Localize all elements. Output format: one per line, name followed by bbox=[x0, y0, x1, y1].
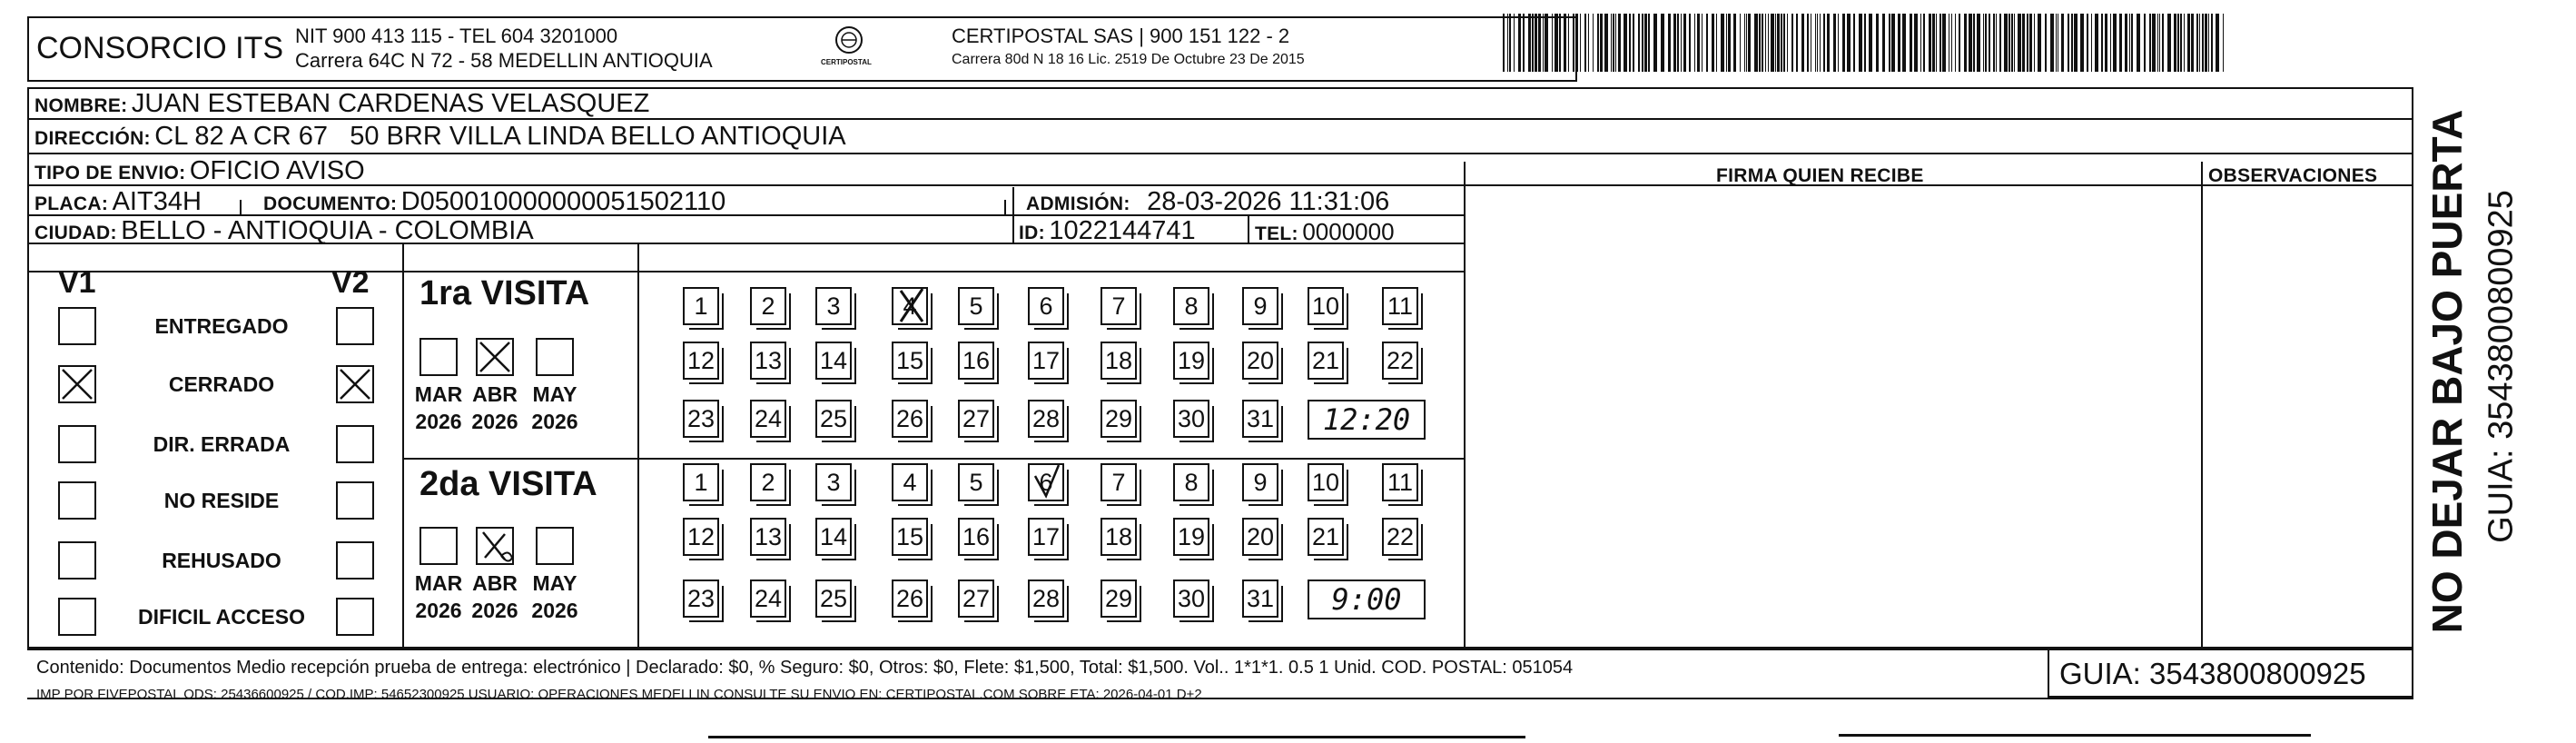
placa-value: AIT34H bbox=[112, 187, 202, 216]
tipo-value: OFICIO AVISO bbox=[189, 156, 365, 185]
barcode bbox=[1503, 14, 2229, 72]
day-box[interactable]: 25 bbox=[815, 580, 852, 618]
day-box[interactable]: 9 bbox=[1242, 287, 1278, 325]
row-divider bbox=[27, 271, 1465, 272]
certipostal-address: Carrera 80d N 18 16 Lic. 2519 De Octubre 23 De 2015 bbox=[952, 52, 1305, 67]
col-divider bbox=[240, 200, 242, 215]
scan-line bbox=[1839, 734, 2311, 737]
v1-checkbox[interactable] bbox=[58, 307, 96, 345]
admision-label: ADMISIÓN: bbox=[1026, 193, 1130, 214]
day-box[interactable]: 21 bbox=[1308, 518, 1344, 556]
direccion-value: CL 82 A CR 67 50 BRR VILLA LINDA BELLO ANTIOQUIA bbox=[154, 122, 846, 151]
month-checkbox[interactable] bbox=[476, 527, 514, 565]
day-box[interactable]: 11 bbox=[1382, 287, 1418, 325]
day-box[interactable]: 7 bbox=[1100, 463, 1137, 501]
ciudad-value: BELLO - ANTIOQUIA - COLOMBIA bbox=[121, 216, 534, 245]
day-box[interactable]: 10 bbox=[1308, 463, 1344, 501]
status-option-label: DIR. ERRADA bbox=[153, 432, 291, 456]
nombre-label: NOMBRE: bbox=[35, 95, 128, 116]
nombre-value: JUAN ESTEBAN CARDENAS VELASQUEZ bbox=[131, 89, 650, 118]
admision-value: 28-03-2026 11:31:06 bbox=[1147, 187, 1390, 216]
day-box[interactable]: 30 bbox=[1173, 400, 1209, 438]
id-value: 1022144741 bbox=[1049, 216, 1196, 245]
day-box[interactable]: 7 bbox=[1100, 287, 1137, 325]
status-option-label: REHUSADO bbox=[162, 549, 281, 572]
row-divider bbox=[27, 153, 2413, 154]
day-box[interactable]: 8 bbox=[1173, 287, 1209, 325]
month-year: 2026 bbox=[471, 599, 518, 622]
imp-text: IMP POR FIVEPOSTAL ODS: 25436600925 / COD.IMP: 54652300925 USUARIO: OPERACIONES MEDELLIN CONSULTE SU ENVIO EN: CERTIPOSTAL.COM SOBRE ETA: 2026-04-01 D+2 bbox=[36, 687, 1202, 702]
x-mark-icon bbox=[478, 529, 516, 565]
day-box[interactable]: 23 bbox=[683, 580, 719, 618]
v1-checkbox[interactable] bbox=[58, 425, 96, 463]
day-box[interactable]: 19 bbox=[1173, 342, 1209, 380]
footer-bottom-line bbox=[27, 698, 2413, 699]
day-box[interactable]: 20 bbox=[1242, 518, 1278, 556]
tel-label: TEL: bbox=[1255, 223, 1298, 244]
day-box[interactable]: 12 bbox=[683, 518, 719, 556]
direccion-label: DIRECCIÓN: bbox=[35, 128, 151, 149]
direccion-row bbox=[35, 122, 846, 152]
tipo-row bbox=[35, 156, 365, 186]
day-box[interactable]: 13 bbox=[750, 518, 786, 556]
v1-checkbox[interactable] bbox=[58, 481, 96, 520]
visit-divider bbox=[404, 458, 1465, 460]
company-address: Carrera 64C N 72 - 58 MEDELLIN ANTIOQUIA bbox=[295, 49, 713, 72]
x-mark-icon bbox=[478, 340, 512, 374]
day-box[interactable]: 17 bbox=[1028, 342, 1064, 380]
day-box[interactable]: 3 bbox=[815, 287, 852, 325]
col-divider bbox=[1464, 162, 1466, 647]
day-box[interactable]: 14 bbox=[815, 518, 852, 556]
day-box[interactable]: 8 bbox=[1173, 463, 1209, 501]
placa-row bbox=[35, 187, 202, 217]
x-mark-icon bbox=[60, 367, 94, 401]
side-guia: GUIA: 3543800800925 bbox=[2482, 190, 2521, 543]
day-box[interactable]: 25 bbox=[815, 400, 852, 438]
status-option-label: NO RESIDE bbox=[163, 489, 280, 512]
time-box[interactable]: 12:20 bbox=[1308, 400, 1426, 440]
status-option-label: DIFICIL ACCESO bbox=[137, 605, 305, 629]
day-box[interactable]: 29 bbox=[1100, 580, 1137, 618]
month-checkbox[interactable] bbox=[476, 338, 514, 376]
month-label: MAR bbox=[414, 382, 463, 406]
day-box[interactable]: 29 bbox=[1100, 400, 1137, 438]
documento-row bbox=[263, 187, 725, 217]
day-box[interactable]: 1 bbox=[683, 463, 719, 501]
day-box[interactable]: 28 bbox=[1028, 580, 1064, 618]
day-box[interactable]: 27 bbox=[958, 400, 994, 438]
month-year: 2026 bbox=[531, 599, 578, 622]
month-year: 2026 bbox=[531, 410, 578, 433]
month-label: MAY bbox=[532, 382, 577, 406]
nit-line: NIT 900 413 115 - TEL 604 3201000 bbox=[295, 25, 618, 47]
col-divider bbox=[402, 243, 404, 647]
x-mark-icon bbox=[892, 285, 930, 327]
day-box[interactable]: 24 bbox=[750, 580, 786, 618]
day-box[interactable]: 6 bbox=[1028, 287, 1064, 325]
certipostal-logo bbox=[817, 22, 881, 76]
day-box[interactable]: 23 bbox=[683, 400, 719, 438]
id-label: ID: bbox=[1019, 223, 1045, 243]
day-box[interactable]: 12 bbox=[683, 342, 719, 380]
month-year: 2026 bbox=[471, 410, 518, 433]
v1-header: V1 bbox=[58, 265, 96, 300]
logo-text: CERTIPOSTAL bbox=[821, 58, 872, 66]
day-box[interactable]: 19 bbox=[1173, 518, 1209, 556]
company-name: CONSORCIO ITS bbox=[36, 31, 284, 65]
nombre-row bbox=[35, 89, 649, 119]
col-divider bbox=[2201, 162, 2203, 647]
id-row bbox=[1019, 216, 1196, 246]
first-visit-title: 1ra VISITA bbox=[419, 274, 590, 312]
row-divider bbox=[27, 184, 2413, 186]
time-box[interactable]: 9:00 bbox=[1308, 580, 1426, 619]
day-box[interactable]: 5 bbox=[958, 463, 994, 501]
day-box[interactable]: 1 bbox=[683, 287, 719, 325]
day-box[interactable]: 5 bbox=[958, 287, 994, 325]
day-box[interactable]: 16 bbox=[958, 342, 994, 380]
day-box[interactable]: 24 bbox=[750, 400, 786, 438]
day-box[interactable]: 4 bbox=[892, 463, 928, 501]
day-box[interactable]: 18 bbox=[1100, 342, 1137, 380]
col-divider bbox=[1012, 187, 1014, 243]
col-divider bbox=[1004, 200, 1006, 215]
day-box[interactable]: 28 bbox=[1028, 400, 1064, 438]
day-box[interactable]: 18 bbox=[1100, 518, 1137, 556]
day-box[interactable]: 2 bbox=[750, 287, 786, 325]
form-box bbox=[27, 87, 2413, 650]
v1-checkbox[interactable] bbox=[58, 541, 96, 580]
month-label: MAY bbox=[532, 571, 577, 595]
day-box[interactable]: 16 bbox=[958, 518, 994, 556]
day-box[interactable]: 30 bbox=[1173, 580, 1209, 618]
day-box[interactable]: 21 bbox=[1308, 342, 1344, 380]
day-box[interactable]: 22 bbox=[1382, 342, 1418, 380]
day-box[interactable]: 9 bbox=[1242, 463, 1278, 501]
day-box[interactable]: 14 bbox=[815, 342, 852, 380]
day-box[interactable]: 31 bbox=[1242, 580, 1278, 618]
day-box[interactable]: 4 bbox=[892, 287, 928, 325]
month-label: ABR bbox=[472, 571, 518, 595]
v2-header: V2 bbox=[331, 265, 370, 300]
day-box[interactable]: 10 bbox=[1308, 287, 1344, 325]
day-box[interactable]: 11 bbox=[1382, 463, 1418, 501]
day-box[interactable]: 3 bbox=[815, 463, 852, 501]
day-box[interactable]: 26 bbox=[892, 400, 928, 438]
month-year: 2026 bbox=[415, 599, 462, 622]
month-checkbox[interactable] bbox=[536, 338, 574, 376]
col-divider bbox=[637, 243, 639, 647]
status-option-label: ENTREGADO bbox=[154, 314, 289, 338]
day-box[interactable]: 17 bbox=[1028, 518, 1064, 556]
documento-label: DOCUMENTO: bbox=[263, 193, 398, 214]
month-label: MAR bbox=[414, 571, 463, 595]
month-year: 2026 bbox=[415, 410, 462, 433]
v1-checkbox[interactable] bbox=[58, 598, 96, 636]
admision-row bbox=[1026, 187, 1389, 217]
certipostal-logo-icon bbox=[817, 22, 881, 76]
day-box[interactable]: 31 bbox=[1242, 400, 1278, 438]
ciudad-row bbox=[35, 216, 534, 246]
documento-value: D050010000000051502110 bbox=[400, 187, 726, 216]
month-label: ABR bbox=[472, 382, 518, 406]
day-box[interactable]: 6 bbox=[1028, 463, 1064, 501]
day-box[interactable]: 27 bbox=[958, 580, 994, 618]
tel-value: 0000000 bbox=[1302, 218, 1395, 245]
day-box[interactable]: 2 bbox=[750, 463, 786, 501]
tipo-label: TIPO DE ENVIO: bbox=[35, 163, 186, 183]
barcode-icon bbox=[1503, 14, 2229, 72]
day-box[interactable]: 22 bbox=[1382, 518, 1418, 556]
v1-checkbox[interactable] bbox=[58, 365, 96, 403]
month-checkbox[interactable] bbox=[536, 527, 574, 565]
month-checkbox[interactable] bbox=[419, 338, 458, 376]
scan-line bbox=[708, 736, 1525, 738]
status-option-label: CERRADO bbox=[168, 372, 275, 396]
day-box[interactable]: 15 bbox=[892, 342, 928, 380]
no-dejar-bajo-puerta: NO DEJAR BAJO PUERTA bbox=[2423, 109, 2471, 634]
month-checkbox[interactable] bbox=[419, 527, 458, 565]
ciudad-label: CIUDAD: bbox=[35, 223, 117, 243]
col-divider bbox=[1248, 216, 1249, 243]
firma-label: FIRMA QUIEN RECIBE bbox=[1716, 165, 1924, 186]
second-visit-title: 2da VISITA bbox=[419, 465, 597, 503]
footer-guia: GUIA: 3543800800925 bbox=[2059, 657, 2366, 690]
day-box[interactable]: 15 bbox=[892, 518, 928, 556]
tel-row bbox=[1255, 218, 1395, 246]
check-mark-icon bbox=[1028, 461, 1066, 503]
day-box[interactable]: 26 bbox=[892, 580, 928, 618]
day-box[interactable]: 20 bbox=[1242, 342, 1278, 380]
day-box[interactable]: 13 bbox=[750, 342, 786, 380]
observaciones-label: OBSERVACIONES bbox=[2208, 165, 2378, 186]
certipostal-line: CERTIPOSTAL SAS | 900 151 122 - 2 bbox=[952, 25, 1290, 47]
placa-label: PLACA: bbox=[35, 193, 109, 214]
contenido-text: Contenido: Documentos Medio recepción prueba de entrega: electrónico | Declarado: $0, % Seguro: $0, Otros: $0, Flete: $1,500, Total: $1,500. Vol.. 1*1*1. 0.5 1 Unid. COD. POSTAL: 051054 bbox=[36, 658, 1574, 678]
